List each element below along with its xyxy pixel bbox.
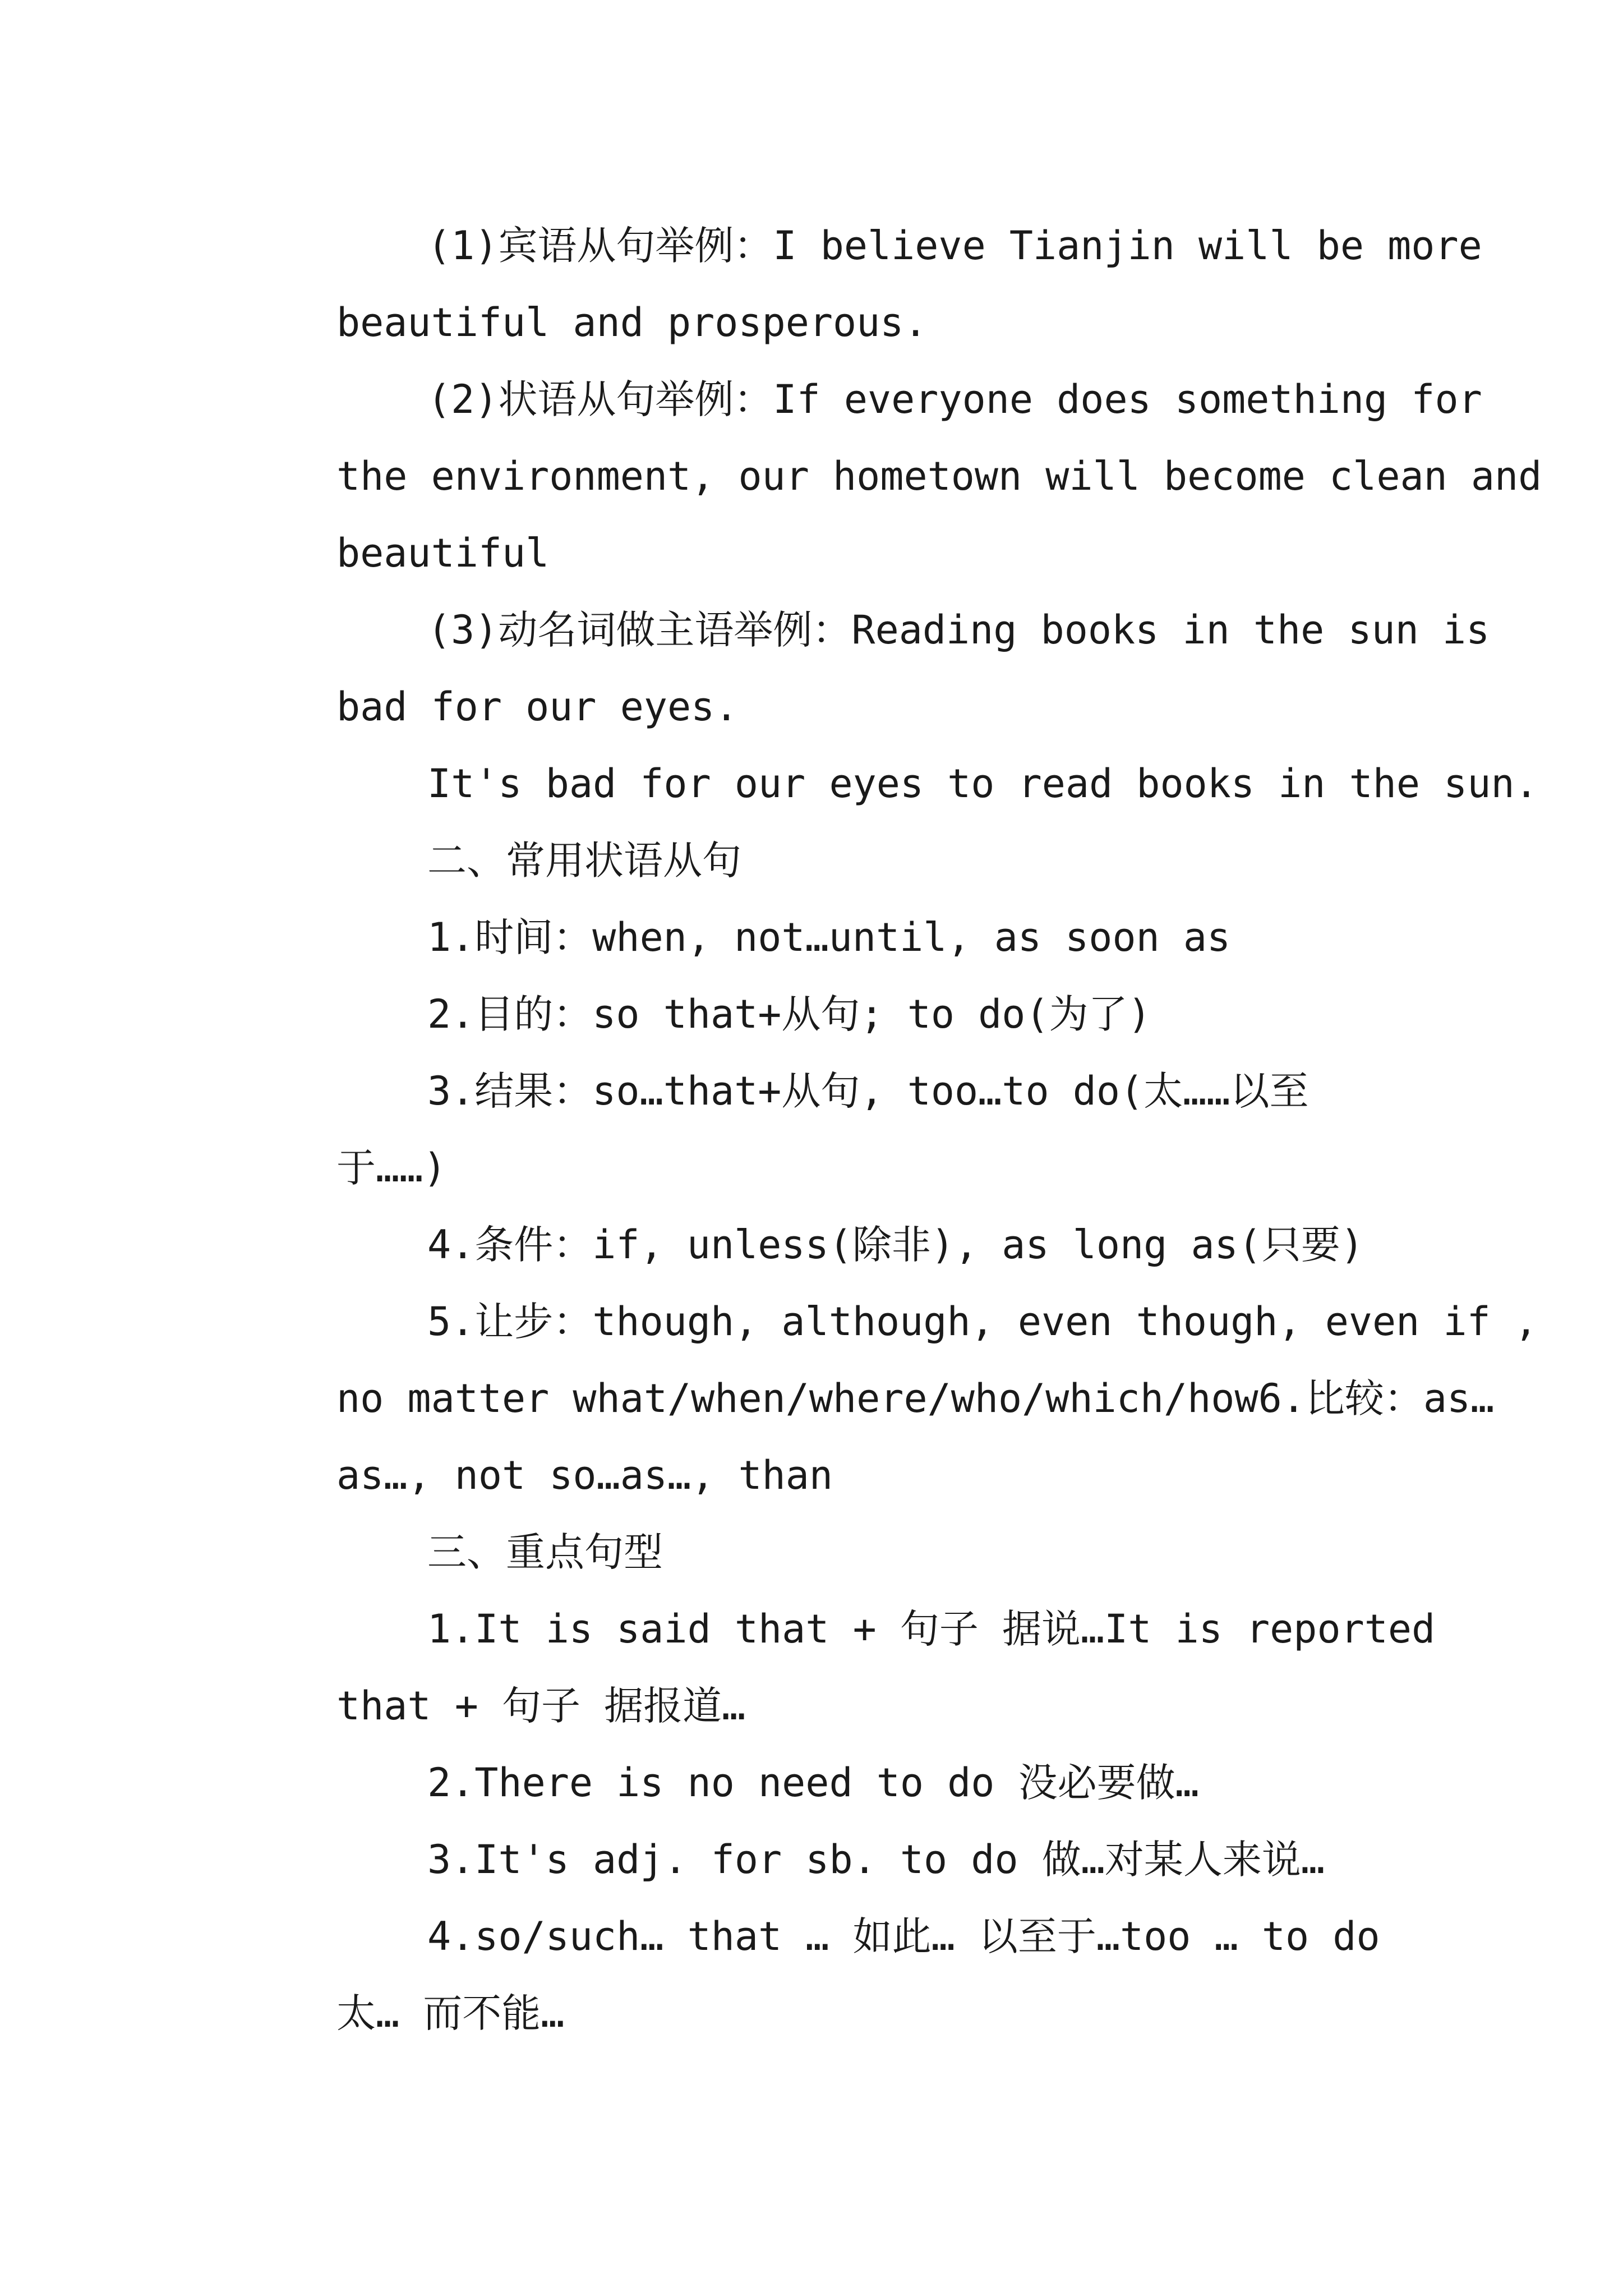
list-item-pattern-4 (246, 1898, 1380, 2052)
text-line: no matter what/when/where/who/which/how6.比较：as… (336, 1375, 1495, 1421)
list-item-concession-comparison (246, 1283, 1538, 1514)
list-item-pattern-2 (246, 1745, 1380, 1821)
text-line: 2.目的：so that+从句; to do(为了) (427, 991, 1151, 1037)
text-line: 2.There is no need to do 没必要做… (427, 1760, 1199, 1806)
text-line: (2)状语从句举例：If everyone does something for (427, 376, 1482, 422)
paragraph-gerund-subject-example (246, 592, 1490, 746)
paragraph-object-clause-example (246, 208, 1482, 361)
list-item-condition (246, 1207, 1380, 1283)
text-line: beautiful (336, 530, 550, 576)
text-line: that + 句子 据报道… (336, 1683, 746, 1729)
document-body (246, 208, 1542, 2052)
text-line: (1)宾语从句举例：I believe Tianjin will be more (427, 223, 1482, 269)
list-item-pattern-3 (246, 1821, 1380, 1898)
text-line: 5.让步：though, although, even though, even if , (427, 1299, 1538, 1345)
text-line: 3.It's adj. for sb. to do 做…对某人来说… (427, 1837, 1325, 1883)
text-line: It's bad for our eyes to read books in the sun. (427, 761, 1538, 807)
text-line: 于……) (336, 1145, 447, 1191)
list-item-time (246, 899, 1380, 976)
list-item-purpose (246, 976, 1380, 1053)
text-line: bad for our eyes. (336, 684, 739, 730)
section-heading: 三、重点句型 (427, 1529, 663, 1575)
text-line: as…, not so…as…, than (336, 1452, 833, 1498)
list-item-pattern-1 (246, 1591, 1436, 1745)
text-line: the environment, our hometown will become clean and (336, 453, 1542, 499)
text-line: 太… 而不能… (336, 1990, 565, 2036)
text-line: 1.时间：when, not…until, as soon as (427, 914, 1231, 960)
text-line: 1.It is said that + 句子 据说…It is reported (427, 1606, 1436, 1652)
section-heading-key-patterns (246, 1514, 1380, 1591)
text-line: (3)动名词做主语举例：Reading books in the sun is (427, 607, 1490, 653)
text-line: 3.结果：so…that+从句, too…to do(太……以至 (427, 1068, 1309, 1114)
section-heading: 二、常用状语从句 (427, 838, 741, 884)
text-line: 4.条件：if, unless(除非), as long as(只要) (427, 1222, 1364, 1268)
section-heading-adverbial-clauses (246, 822, 1380, 899)
paragraph-gerund-rewrite (246, 746, 1538, 822)
text-line: beautiful and prosperous. (336, 300, 928, 346)
list-item-result (246, 1053, 1380, 1207)
text-line: 4.so/such… that … 如此… 以至于…too … to do (427, 1913, 1380, 1959)
paragraph-adverbial-clause-example (246, 361, 1542, 592)
